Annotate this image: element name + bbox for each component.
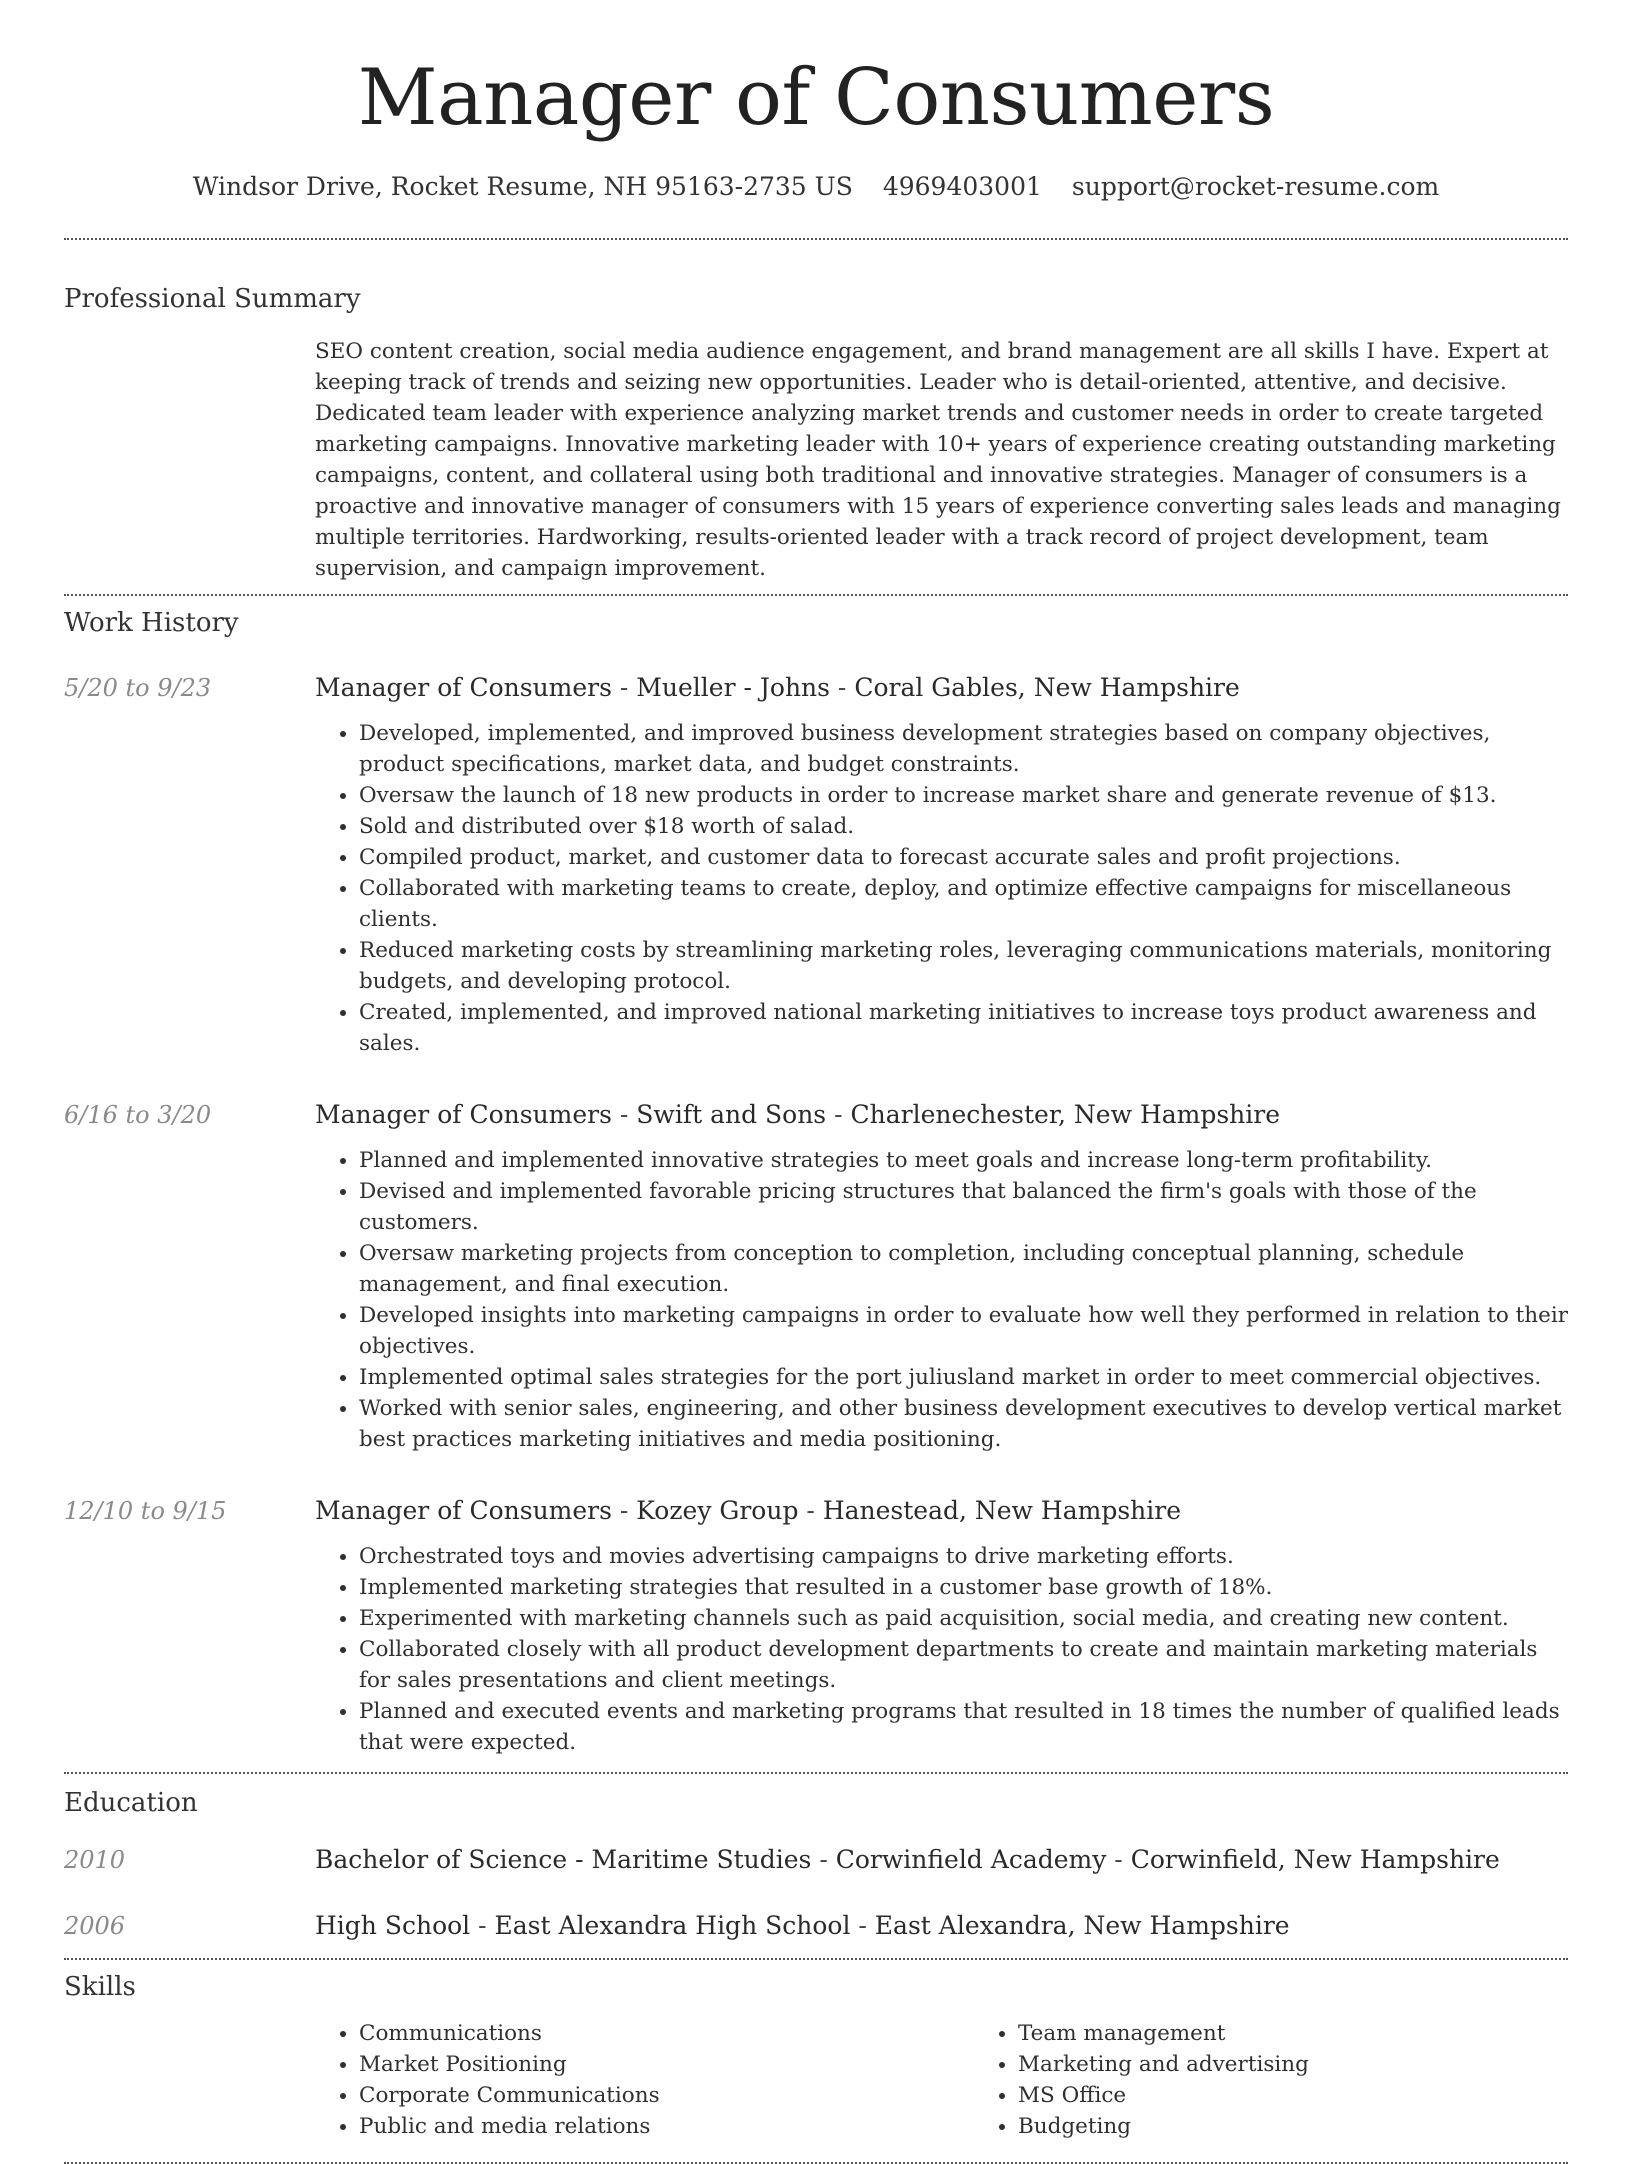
summary-row: [64, 336, 1568, 584]
summary-text: SEO content creation, social media audience engagement, and brand management are all skills I have. Expert at keeping track of trends and seizing new opportunities. Leader who is detail-oriented, attentive, and decisive. Dedicated team leader with experience analyzing market trends and customer needs in order to create targeted marketing campaigns. Innovative marketing leader with 10+ years of experience creating outstanding marketing campaigns, content, and collateral using both traditional and innovative strategies. Manager of consumers is a proactive and innovative manager of consumers with 15 years of experience converting sales leads and managing multiple territories. Hardworking, results-oriented leader with a track record of project development, team supervision, and campaign improvement.: [315, 339, 1561, 581]
job-bullet: • Planned and implemented innovative strategies to meet goals and increase long-term profitability.: [359, 1145, 1568, 1176]
job-details: [315, 1097, 1568, 1455]
job-bullet: • Implemented marketing strategies that resulted in a customer base growth of 18%.: [359, 1572, 1568, 1603]
summary-heading: Professional Summary: [64, 284, 361, 314]
education-year: 2006: [64, 1912, 126, 1940]
job-bullet: • Oversaw the launch of 18 new products in order to increase market share and generate revenue of $13.: [359, 780, 1568, 811]
job-bullet: • Compiled product, market, and customer data to forecast accurate sales and profit projections.: [359, 842, 1568, 873]
contact-phone: 4969403001: [882, 172, 1042, 201]
skill-item: • Marketing and advertising: [1018, 2049, 1632, 2080]
job-bullets: [315, 718, 1568, 1059]
section-divider: [64, 238, 1568, 240]
education-year: 2010: [64, 1846, 126, 1874]
job-position: Manager of Consumers: [315, 1496, 612, 1525]
education-title: [315, 1908, 1568, 1944]
job-bullet: • Collaborated with marketing teams to create, deploy, and optimize effective campaigns for miscellaneous clients.: [359, 873, 1568, 935]
skills-heading: Skills: [64, 1972, 136, 2002]
education-school: East Alexandra High School: [494, 1911, 851, 1940]
job-bullet: • Developed, implemented, and improved business development strategies based on company objectives, product specifications, market data, and budget constraints.: [359, 718, 1568, 780]
job-entry: [64, 670, 1568, 1059]
job-dates: 6/16 to 3/20: [64, 1101, 212, 1129]
job-title: [315, 1097, 1568, 1133]
skill-item: • Team management: [1018, 2018, 1632, 2049]
job-title: [315, 670, 1568, 706]
job-bullet: • Planned and executed events and marketing programs that resulted in 18 times the number of qualified leads that were expected.: [359, 1696, 1568, 1758]
section-divider: [64, 1958, 1568, 1960]
education-year-col: [64, 1842, 315, 1878]
job-dates: 12/10 to 9/15: [64, 1497, 227, 1525]
education-location: Corwinfield, New Hampshire: [1130, 1845, 1500, 1874]
job-date-col: [64, 670, 315, 1059]
education-entry: [64, 1842, 1568, 1878]
education-location: East Alexandra, New Hampshire: [874, 1911, 1290, 1940]
resume-name: Manager of Consumers: [357, 53, 1275, 143]
title-separator: -: [826, 1100, 851, 1129]
title-separator: -: [611, 673, 637, 702]
education-year-col: [64, 1908, 315, 1944]
job-details: [315, 670, 1568, 1059]
contact-line: [64, 170, 1568, 204]
job-bullet: • Experimented with marketing channels such as paid acquisition, social media, and creating new content.: [359, 1603, 1568, 1634]
section-divider: [64, 1772, 1568, 1774]
job-bullets: [315, 1145, 1568, 1455]
job-location: Coral Gables, New Hampshire: [854, 673, 1240, 702]
title-separator: -: [1106, 1845, 1131, 1874]
skills-list-left: [315, 2018, 974, 2142]
job-location: Hanestead, New Hampshire: [822, 1496, 1181, 1525]
title-separator: -: [811, 1845, 836, 1874]
job-position: Manager of Consumers: [315, 673, 612, 702]
education-degree: High School: [315, 1911, 471, 1940]
job-bullet: • Created, implemented, and improved national marketing initiatives to increase toys product awareness and sales.: [359, 997, 1568, 1059]
job-bullet: • Oversaw marketing projects from conception to completion, including conceptual planning, schedule management, and final execution.: [359, 1238, 1568, 1300]
job-bullet: • Worked with senior sales, engineering, and other business development executives to develop vertical market best practices marketing initiatives and media positioning.: [359, 1393, 1568, 1455]
contact-address: Windsor Drive, Rocket Resume, NH 95163-2735 US: [192, 172, 853, 201]
education-details: [315, 1842, 1568, 1878]
education-school: Corwinfield Academy: [835, 1845, 1107, 1874]
education-list: [64, 1842, 1568, 1944]
skill-item: • Market Positioning: [359, 2049, 974, 2080]
education-heading: Education: [64, 1788, 198, 1818]
job-title: [315, 1493, 1568, 1529]
job-company: Swift and Sons: [636, 1100, 827, 1129]
title-separator: -: [611, 1100, 637, 1129]
skill-item: • Public and media relations: [359, 2111, 974, 2142]
skill-item: • Communications: [359, 2018, 974, 2049]
skills-row: [64, 2018, 1568, 2142]
skill-item: • MS Office: [1018, 2080, 1632, 2111]
job-entry: [64, 1097, 1568, 1455]
job-position: Manager of Consumers: [315, 1100, 612, 1129]
education-degree: Bachelor of Science - Maritime Studies: [315, 1845, 812, 1874]
skill-item: • Budgeting: [1018, 2111, 1632, 2142]
job-bullet: • Collaborated closely with all product development departments to create and maintain marketing materials for sales presentations and client meetings.: [359, 1634, 1568, 1696]
skill-item: • Corporate Communications: [359, 2080, 974, 2111]
contact-email: support@rocket-resume.com: [1071, 172, 1440, 201]
job-location: Charlenechester, New Hampshire: [850, 1100, 1281, 1129]
work-history-heading: Work History: [64, 608, 239, 638]
work-history-list: [64, 670, 1568, 1758]
skills-list-right: [974, 2018, 1632, 2142]
title-separator: -: [829, 673, 855, 702]
job-company: Kozey Group: [636, 1496, 799, 1525]
education-title: [315, 1842, 1568, 1878]
job-details: [315, 1493, 1568, 1758]
title-separator: -: [850, 1911, 875, 1940]
education-entry: [64, 1908, 1568, 1944]
title-separator: -: [470, 1911, 495, 1940]
title-separator: -: [611, 1496, 637, 1525]
job-bullet: • Orchestrated toys and movies advertising campaigns to drive marketing efforts.: [359, 1541, 1568, 1572]
job-bullet: • Developed insights into marketing campaigns in order to evaluate how well they performed in relation to their objectives.: [359, 1300, 1568, 1362]
job-date-col: [64, 1493, 315, 1758]
job-bullet: • Reduced marketing costs by streamlining marketing roles, leveraging communications materials, monitoring budgets, and developing protocol.: [359, 935, 1568, 997]
job-entry: [64, 1493, 1568, 1758]
title-separator: -: [798, 1496, 823, 1525]
job-date-col: [64, 1097, 315, 1455]
job-bullets: [315, 1541, 1568, 1758]
education-details: [315, 1908, 1568, 1944]
job-dates: 5/20 to 9/23: [64, 674, 212, 702]
job-bullet: • Implemented optimal sales strategies for the port juliusland market in order to meet commercial objectives.: [359, 1362, 1568, 1393]
section-divider: [64, 594, 1568, 596]
job-bullet: • Sold and distributed over $18 worth of salad.: [359, 811, 1568, 842]
job-company: Mueller - Johns: [636, 673, 830, 702]
job-bullet: • Devised and implemented favorable pricing structures that balanced the firm's goals with those of the customers.: [359, 1176, 1568, 1238]
